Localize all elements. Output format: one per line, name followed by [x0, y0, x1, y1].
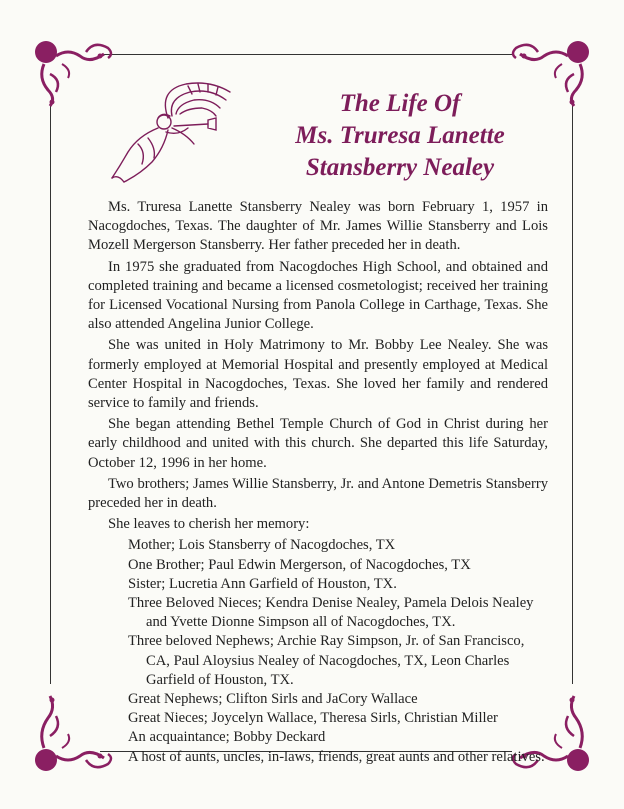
angel-icon [98, 78, 248, 188]
paragraph-cherish: She leaves to cherish her memory: [108, 516, 310, 533]
list-item: An acquaintance; Bobby Deckard [128, 729, 326, 746]
list-item: Great Nieces; Joycelyn Wallace, Theresa Sirls, Christian Miller [128, 710, 498, 727]
border-top-line [100, 54, 512, 55]
border-right-line [572, 102, 573, 684]
memorial-title [250, 88, 550, 184]
title-line-2: Ms. Truresa Lanette [295, 122, 505, 149]
title-line-1: The Life Of [339, 90, 461, 117]
list-item: Sister; Lucretia Ann Garfield of Houston, TX. [128, 575, 397, 592]
border-left-line [50, 102, 51, 684]
list-item: One Brother; Paul Edwin Mergerson, of Nacogdoches, TX [128, 556, 471, 573]
list-item: Great Nephews; Clifton Sirls and JaCory Wallace [128, 691, 418, 708]
paragraph-education: In 1975 she graduated from Nacogdoches High School, and obtained and completed training and became a licensed cosmetologist; received her training for Licensed Vocational Nursing from Panola College in Carthage, Texas. She also attended Angelina Junior College. [88, 258, 548, 333]
obituary-body [88, 198, 548, 767]
paragraph-church: She began attending Bethel Temple Church of God in Christ during her early childhood and united with this church. She departed this life Saturday, October 12, 1996 in her home. [88, 416, 548, 471]
paragraph-birth: Ms. Truresa Lanette Stansberry Nealey was born February 1, 1957 in Nacogdoches, Texas. The daughter of Mr. James Willie Stansberry and Lois Mozell Mergerson Stansberry. Her father preceded her in death. [88, 199, 548, 254]
list-item: A host of aunts, uncles, in-laws, friends, great aunts and other relatives. [128, 748, 545, 765]
list-item: Three beloved Nephews; Archie Ray Simpson, Jr. of San Francisco, CA, Paul Aloysius Nealey of Nacogdoches, TX, Leon Charles Garfield of Houston, TX. [128, 633, 525, 688]
paragraph-marriage-career: She was united in Holy Matrimony to Mr. Bobby Lee Nealey. She was formerly employed at Memorial Hospital and presently employed at Medical Center Hospital in Nacogdoches, Texas. She loved her family and rendered service to family and friends. [88, 337, 548, 412]
list-item: Three Beloved Nieces; Kendra Denise Nealey, Pamela Delois Nealey and Yvette Dionne Simpson all of Nacogdoches, TX. [128, 595, 534, 631]
title-line-3: Stansberry Nealey [305, 154, 495, 181]
survivors-list [88, 536, 548, 766]
paragraph-preceded: Two brothers; James Willie Stansberry, Jr. and Antone Demetris Stansberry preceded her in death. [88, 475, 548, 512]
list-item: Mother; Lois Stansberry of Nacogdoches, TX [128, 537, 396, 554]
